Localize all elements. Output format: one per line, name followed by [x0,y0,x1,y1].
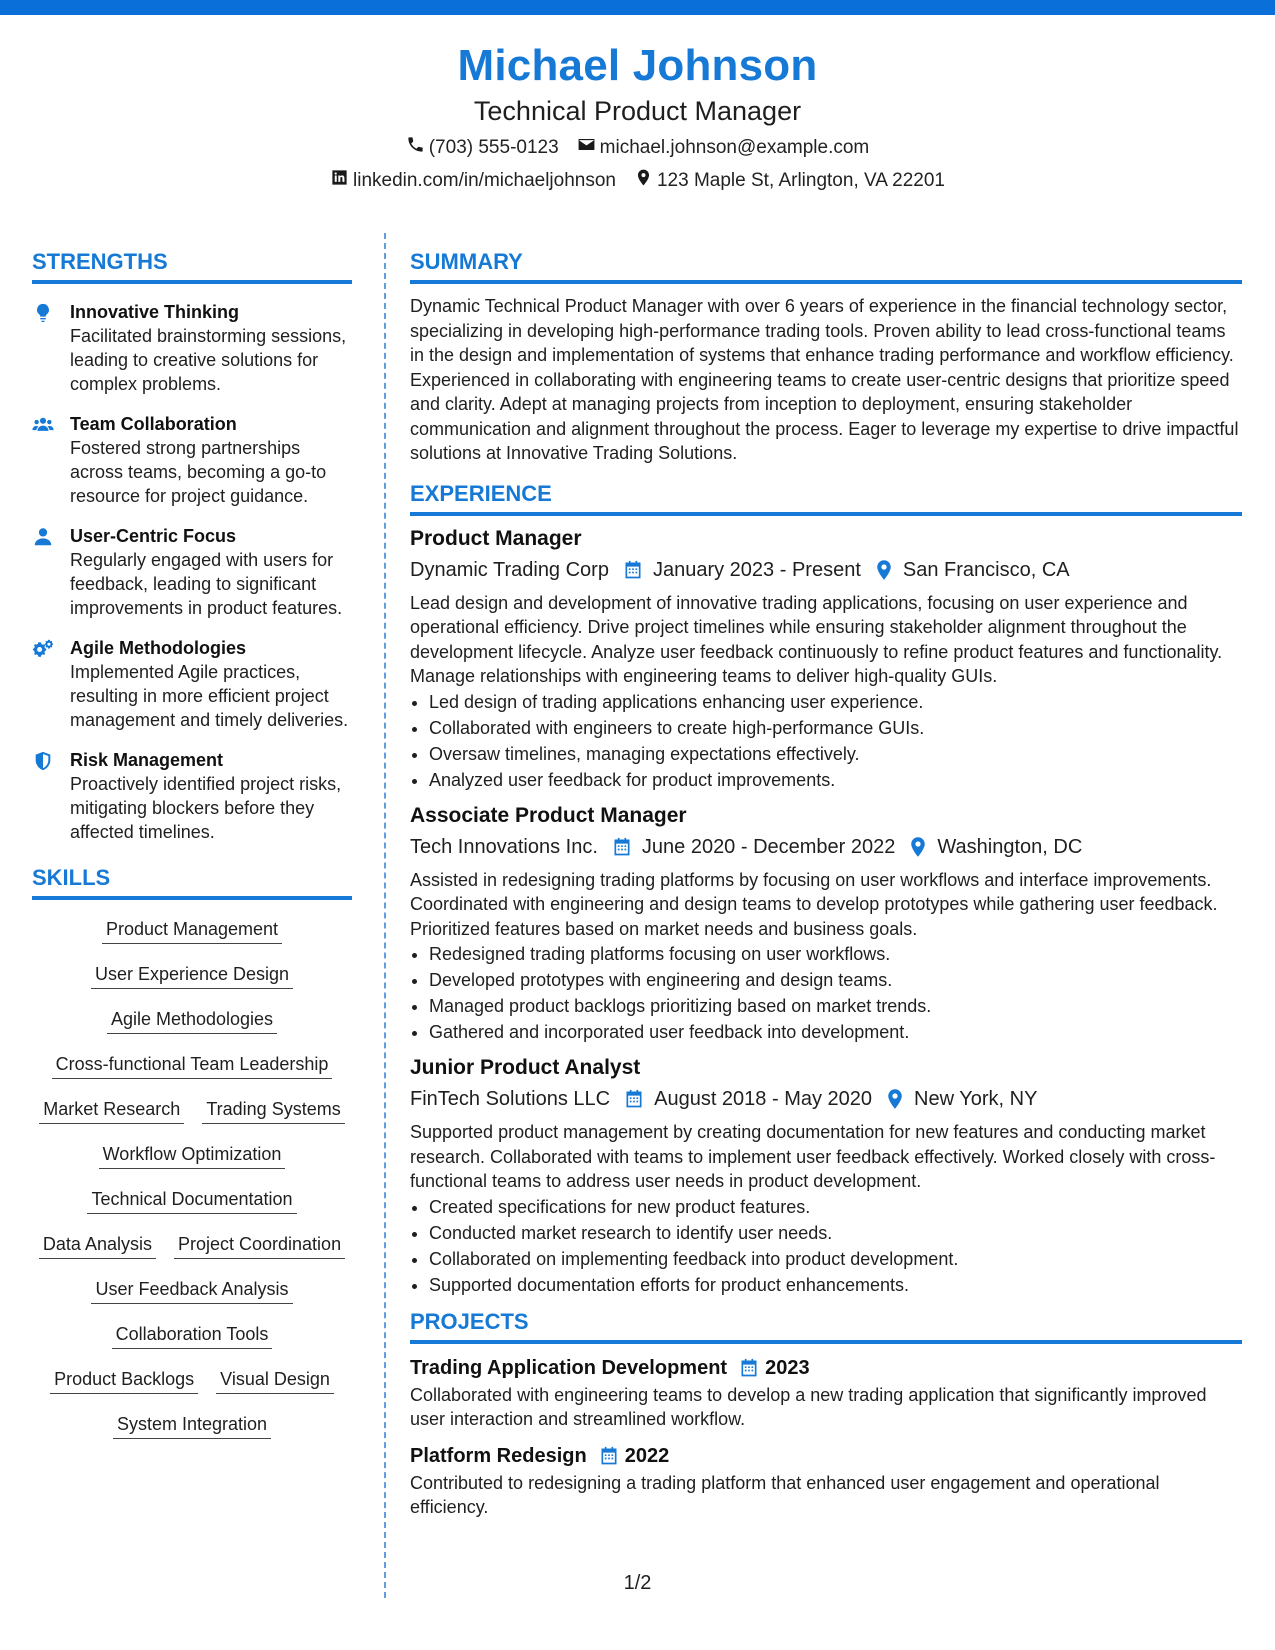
skill-tag: Market Research [39,1096,184,1124]
skill-tag: Visual Design [216,1366,334,1394]
project-header [410,1354,1242,1382]
strength-item [32,748,352,844]
job-dates: August 2018 - May 2020 [654,1088,873,1110]
skill-row [32,1276,352,1321]
job-entry [410,524,1242,793]
skill-tag: User Feedback Analysis [91,1276,292,1304]
candidate-title: Technical Product Manager [473,96,802,126]
summary-text: Dynamic Technical Product Manager with over 6 years of experience in the financial technology sector, specializing in developing high-performance trading tools. Proven ability to lead cross-functional teams in the design and implementation of systems that enhance trading performance and workflow efficiency. Experienced in collaborating with engineering teams to create user-centric designs that prioritize speed and clarity. Adept at managing projects from inception to deployment, ensuring stakeholder communication and alignment throughout the process. Eager to leverage my expertise to drive impactful solutions at Innovative Trading Solutions. [410,296,1239,463]
summary-heading: SUMMARY [410,249,523,274]
skill-row [32,1366,352,1411]
linkedin-contact[interactable] [330,168,616,194]
column-divider [384,233,386,1598]
linkedin-text[interactable]: linkedin.com/in/michaeljohnson [353,170,616,191]
job-entry [410,1053,1242,1298]
candidate-name: Michael Johnson [457,41,818,90]
job-description: Assisted in redesigning trading platforms by focusing on user workflows and interface improvements. Coordinated with engineering and design teams to develop prototypes while gathering user feedback. Prioritized features based on market needs and business goals. [410,869,1218,939]
section-rule [32,280,352,284]
strength-item [32,524,352,620]
bullet-item: • Created specifications for new product features. [429,1194,1242,1220]
skill-row [32,1186,352,1231]
skill-tag: Cross-functional Team Leadership [52,1051,333,1079]
skill-row [32,916,352,961]
map-pin-icon [886,1088,904,1110]
job-dates: January 2023 - Present [652,558,861,581]
job-location: Washington, DC [937,835,1083,858]
bullet-item: • Oversaw timelines, managing expectations effectively. [429,741,1242,767]
company-name: FinTech Solutions LLC [410,1088,611,1110]
skill-row [32,1231,352,1276]
project-year: 2023 [765,1356,810,1379]
skill-tag: Agile Methodologies [107,1006,277,1034]
page-number: 1/2 [623,1572,652,1594]
map-pin-icon [875,559,893,581]
skill-tag: System Integration [113,1411,271,1439]
bullet-item: • Collaborated with engineers to create high-performance GUIs. [429,715,1242,741]
section-rule [32,896,352,900]
project-entry [410,1442,1242,1520]
bullet-item: • Collaborated on implementing feedback into product development. [429,1246,1242,1272]
strengths-heading: STRENGTHS [32,249,168,274]
strength-item [32,300,352,396]
user-icon [32,524,70,620]
linkedin-icon [330,168,349,194]
bullet-item: • Analyzed user feedback for product improvements. [429,767,1242,793]
job-bullets [410,941,1242,1045]
phone-text: (703) 555-0123 [428,137,559,158]
skill-row [32,1051,352,1096]
calendar-icon [612,837,632,857]
skill-row [32,1096,352,1141]
skill-tag: Workflow Optimization [99,1141,286,1169]
calendar-icon [599,1446,619,1466]
skill-tag: Data Analysis [39,1231,156,1259]
skills-list [32,916,352,1456]
job-location: San Francisco, CA [902,558,1070,581]
email-text[interactable]: michael.johnson@example.com [599,137,870,158]
skill-row [32,1141,352,1186]
skill-tag: Technical Documentation [87,1186,296,1214]
job-entry [410,801,1242,1046]
address-contact [634,168,945,194]
strength-desc: Regularly engaged with users for feedback, leading to significant improvements in product features. [70,550,343,618]
job-title: Associate Product Manager [410,803,687,827]
skill-tag: User Experience Design [91,961,293,989]
strength-desc: Facilitated brainstorming sessions, leading to creative solutions for complex problems. [70,326,347,394]
bullet-item: • Managed product backlogs prioritizing based on market trends. [429,993,1242,1019]
calendar-icon [739,1358,759,1378]
strength-name: Risk Management [70,750,224,770]
skill-tag: Project Coordination [174,1231,345,1259]
bullet-item: • Gathered and incorporated user feedback into development. [429,1019,1242,1045]
skill-row [32,961,352,1006]
bullet-item: • Developed prototypes with engineering and design teams. [429,967,1242,993]
skill-tag: Product Management [102,916,282,944]
project-title: Trading Application Development [410,1356,728,1379]
phone-icon [406,135,425,161]
map-pin-icon [909,836,927,858]
strength-name: User-Centric Focus [70,526,237,546]
job-meta [410,1084,1242,1114]
company-name: Dynamic Trading Corp [410,558,609,581]
resume-header [0,38,1275,194]
contact-row-2 [0,168,1275,194]
project-title: Platform Redesign [410,1444,587,1467]
shield-icon [32,748,70,844]
project-description: Collaborated with engineering teams to develop a new trading application that significantly improved user interaction and streamlined workflow. [410,1384,1207,1429]
job-title: Junior Product Analyst [410,1056,641,1079]
users-icon [32,412,70,508]
strength-desc: Fostered strong partnerships across teams, becoming a go-to resource for project guidance. [70,438,327,506]
skill-row [32,1321,352,1366]
job-description: Supported product management by creating documentation for new features and conducting market research. Collaborated with teams to implement user feedback effectively. Worked closely with cross-functional teams to address user needs in product development. [410,1122,1216,1191]
experience-heading: EXPERIENCE [410,480,552,506]
top-accent-bar [0,0,1275,15]
right-column [410,248,1242,1520]
job-meta [410,832,1242,862]
projects-heading: PROJECTS [410,1308,529,1334]
strength-name: Team Collaboration [70,414,237,434]
project-entry [410,1354,1242,1432]
skill-tag: Trading Systems [202,1096,344,1124]
strength-desc: Implemented Agile practices, resulting in more efficient project management and timely deliveries. [70,662,349,730]
section-rule [410,280,1242,284]
calendar-icon [623,560,643,580]
job-bullets [410,1194,1242,1298]
lightbulb-icon [32,300,70,396]
section-rule [410,1340,1242,1344]
envelope-icon [577,135,596,161]
skill-row [32,1411,352,1456]
strength-desc: Proactively identified project risks, mitigating blockers before they affected timelines. [70,774,342,842]
email-contact[interactable] [577,135,870,161]
bullet-item: • Conducted market research to identify user needs. [429,1220,1242,1246]
job-bullets [410,689,1242,793]
job-location: New York, NY [914,1088,1038,1110]
skill-tag: Product Backlogs [50,1366,198,1394]
project-year: 2022 [624,1444,670,1467]
project-header [410,1442,1242,1470]
left-column [32,248,352,1456]
bullet-item: • Supported documentation efforts for product enhancements. [429,1272,1242,1298]
strength-name: Innovative Thinking [70,302,240,322]
job-description: Lead design and development of innovative trading applications, focusing on user experience and operational efficiency. Drive project timelines while ensuring stakeholder alignment throughout the development lifecycle. Analyze user feedback continuously to refine product features and functionality. Manage relationships with engineering teams to deliver high-quality GUIs. [410,592,1223,686]
job-meta [410,555,1242,585]
company-name: Tech Innovations Inc. [410,835,598,858]
project-description: Contributed to redesigning a trading platform that enhanced user engagement and operational efficiency. [410,1472,1160,1517]
job-title: Product Manager [410,526,582,550]
bullet-item: • Redesigned trading platforms focusing on user workflows. [429,941,1242,967]
job-dates: June 2020 - December 2022 [641,835,896,858]
skill-row [32,1006,352,1051]
section-rule [410,512,1242,516]
strength-name: Agile Methodologies [70,638,247,658]
skill-tag: Collaboration Tools [112,1321,273,1349]
map-pin-icon [634,168,653,194]
strength-item [32,636,352,732]
address-text: 123 Maple St, Arlington, VA 22201 [656,170,945,191]
contact-row-1 [0,135,1275,161]
bullet-item: • Led design of trading applications enhancing user experience. [429,689,1242,715]
phone-contact [406,135,559,161]
strength-item [32,412,352,508]
calendar-icon [624,1089,644,1109]
gears-icon [32,636,70,732]
skills-heading: SKILLS [32,865,111,890]
